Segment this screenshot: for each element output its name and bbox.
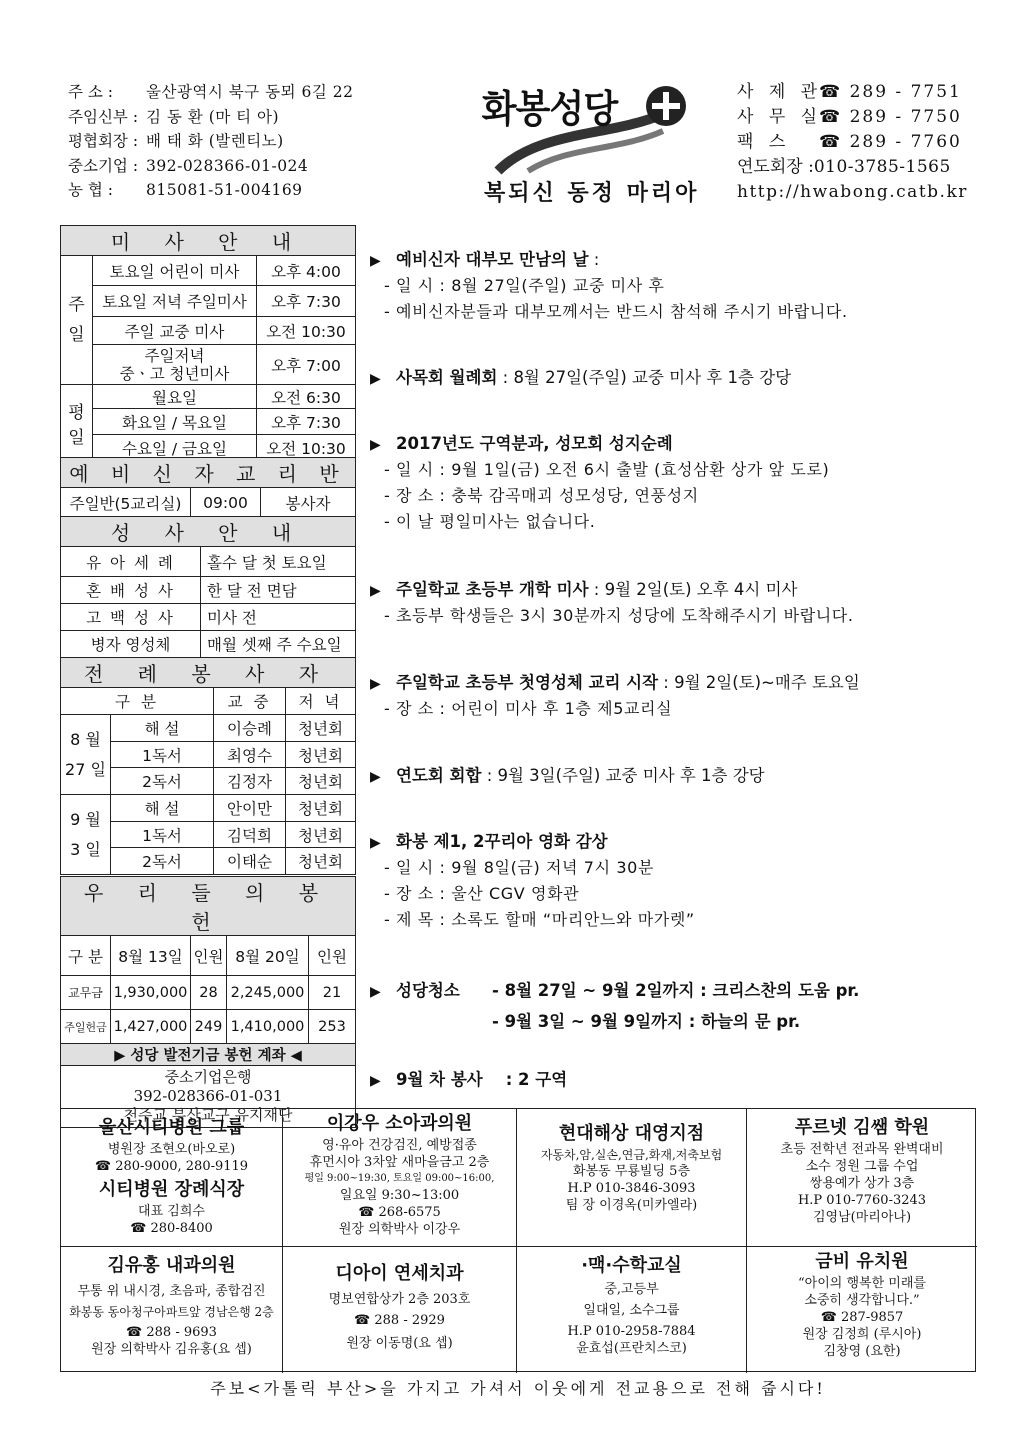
- sacraments-title: 성 사 안 내: [61, 517, 356, 547]
- server-date: 8 월 27 일: [61, 715, 111, 795]
- server-role: 해 설: [111, 795, 214, 822]
- server-main: 김정자: [214, 768, 286, 795]
- council-label: 평협회장 :: [68, 132, 139, 150]
- triangle-icon: ▶: [370, 769, 381, 785]
- notice-item: ▶ 주일학교 초등부 첫영성체 교리 시작 : 9월 2일(토)~매주 토요일 - 장 소 : 어린이 미사 후 1층 제5교리실: [370, 673, 860, 718]
- pastor-label: 주임신부 :: [68, 107, 139, 126]
- server-role: 1독서: [111, 742, 214, 768]
- mass-name: 토요일 저녁 주일미사: [93, 286, 257, 317]
- servers-header: 저 녁: [286, 688, 356, 715]
- addr-value: 울산광역시 북구 동뫼 6길 22: [146, 83, 354, 101]
- notice-item: ▶ 사목회 월례회 : 8월 27일(주일) 교중 미사 후 1층 강당: [370, 366, 980, 391]
- footer-message: 주보<가톨릭 부산>을 가지고 가셔서 이웃에게 전교용으로 전해 줍시다!: [210, 1379, 826, 1398]
- mass-name: 주일저녁 중ㆍ고 청년미사: [93, 345, 257, 385]
- mass-name: 토요일 어린이 미사: [93, 256, 257, 286]
- catechumen-class: 주일반(5교리실): [61, 488, 191, 519]
- mass-title: 미 사 안 내: [61, 226, 356, 256]
- sacrament-value: 한 달 전 면담: [201, 577, 356, 604]
- pastor-value: 김 동 환 (마 티 아): [146, 107, 280, 126]
- offering-header: 인원: [309, 936, 356, 976]
- offering-header: 8월 13일: [111, 936, 191, 976]
- logo-title: 화봉성당: [481, 87, 618, 131]
- offering-amount: 1,930,000: [111, 976, 191, 1010]
- office-phone: ☎ 289 - 7750: [819, 107, 962, 127]
- servers-table: [60, 657, 356, 875]
- triangle-icon: ▶: [370, 437, 381, 453]
- server-evening: 청년회: [286, 795, 356, 822]
- server-date: 9 월 3 일: [61, 795, 111, 875]
- sacrament-value: 매월 셋째 주 수요일: [201, 631, 356, 658]
- sunday-label: 주일: [61, 256, 93, 385]
- offering-header: 8월 20일: [227, 936, 309, 976]
- offering-header: 구 분: [61, 936, 111, 976]
- catechumen-staff: 봉사자: [261, 488, 356, 519]
- offering-count: 28: [191, 976, 227, 1010]
- offering-amount: 2,245,000: [227, 976, 309, 1010]
- server-evening: 청년회: [286, 742, 356, 768]
- notice-item: ▶ 연도회 회합 : 9월 3일(주일) 교중 미사 후 1층 강당: [370, 764, 980, 789]
- ad-box: 금비 유치원 “아이의 행복한 미래를 소중히 생각합니다.” ☎ 287-9857 원장 김정희 (루시아) 김창영 (요한): [798, 1251, 926, 1359]
- server-main: 최영수: [214, 742, 286, 768]
- yeondo-phone: 010-3785-1565: [813, 157, 951, 177]
- server-main: 안이만: [214, 795, 286, 822]
- triangle-icon: ▶: [370, 1073, 381, 1089]
- server-main: 이태순: [214, 848, 286, 875]
- notice-item: ▶ 예비신자 대부모 만남의 날 : - 일 시 : 8월 27일(주일) 교중 미사 후 - 예비신자분들과 대부모께서는 반드시 참석해 주시기 바랍니다.: [370, 250, 848, 321]
- catechumen-table: [60, 457, 356, 519]
- servers-header: 교 중: [214, 688, 286, 715]
- cleaning-schedule: ▶ 성당청소 - 8월 27일 ~ 9월 2일까지 : 크리스찬의 도움 pr. - 9월 3일 ~ 9월 9일까지 : 하늘의 문 pr.: [370, 976, 980, 1037]
- mass-name: 화요일 / 목요일: [93, 409, 257, 435]
- sacrament-value: 홀수 달 첫 토요일: [201, 547, 356, 577]
- offering-amount: 1,427,000: [111, 1010, 191, 1044]
- ad-box: 현대해상 대영지점 자동차,암,실손,연금,화재,저축보험 화봉동 무룡빌딩 5층 H.P 010-3846-3093 팀 장 이경옥(미카엘라): [517, 1109, 747, 1247]
- server-role: 1독서: [111, 822, 214, 848]
- triangle-icon: ▶: [370, 253, 381, 269]
- parish-logo: [468, 76, 698, 208]
- server-evening: 청년회: [286, 715, 356, 742]
- offering-header: 인원: [191, 936, 227, 976]
- catechumen-title: 예 비 신 자 교 리 반: [61, 458, 356, 488]
- rectory-label: 사 제 관: [737, 82, 823, 102]
- weekday-label: 평일: [61, 385, 93, 462]
- fund-holder: 천주교 부산교구 유지재단: [123, 1106, 293, 1124]
- mass-time: 오후 7:00: [257, 345, 356, 385]
- mass-time: 오후 7:30: [257, 409, 356, 435]
- mass-time: 오전 6:30: [257, 385, 356, 409]
- sacrament-name: 병자 영성체: [61, 631, 201, 658]
- ad-box: 푸르넷 김쌤 학원 초등 전학년 전과목 완벽대비 소수 정원 그룹 수업 쌍용예가 상가 3층 H.P 010-7760-3243 김영남(마리아나): [747, 1109, 977, 1247]
- offering-type: 교무금: [61, 976, 111, 1010]
- offering-count: 249: [191, 1010, 227, 1044]
- service-assignment: ▶ 9월 차 봉사 : 2 구역: [370, 1070, 568, 1089]
- ad-box: 디아이 연세치과 명보연합상가 2층 203호 ☎ 288 - 2929 원장 이동명(요 셉): [283, 1247, 517, 1373]
- notice-item: ▶ 주일학교 초등부 개학 미사 : 9월 2일(토) 오후 4시 미사 - 초등부 학생들은 3시 30분까지 성당에 도착해주시기 바랍니다.: [370, 580, 854, 625]
- yeondo-label: 연도회장 :: [737, 157, 814, 177]
- ad-box: 이강우 소아과의원 영·유아 건강검진, 예방접종 휴먼시아 3차앞 새마을금고 2층 평일 9:00~19:30, 토요일 09:00~16:00, 일요일 9:30~13:00 ☎ 268-6575 원장 의학박사 이강우: [283, 1109, 517, 1247]
- fax-label: 팩 스: [737, 132, 791, 152]
- server-role: 2독서: [111, 848, 214, 875]
- notice-item: ▶ 화봉 제1, 2꾸리아 영화 감상 - 일 시 : 9월 8일(금) 저녁 7시 30분 - 장 소 : 울산 CGV 영화관 - 제 목 : 소록도 할매 “마리안느와 마가렛”: [370, 832, 695, 929]
- header-contacts: [737, 80, 987, 205]
- mass-time: 오전 10:30: [257, 435, 356, 462]
- fund-title: ▶ 성당 발전기금 봉헌 계좌 ◀: [61, 1044, 356, 1066]
- sacrament-name: 혼 배 성 사: [61, 577, 201, 604]
- fund-bank: 중소기업은행: [164, 1068, 252, 1086]
- mass-time: 오후 7:30: [257, 286, 356, 317]
- mass-name: 주일 교중 미사: [93, 317, 257, 345]
- offering-count: 253: [309, 1010, 356, 1044]
- fax-number: ☎ 289 - 7760: [819, 132, 962, 152]
- ad-box: 김유홍 내과의원 무통 위 내시경, 초음파, 종합검진 화봉동 동아청구아파트앞 경남은행 2층 ☎ 288 - 9693 원장 의학박사 김유홍(요 셉): [61, 1247, 283, 1373]
- servers-title: 전 례 봉 사 자: [61, 658, 356, 688]
- header-info: [68, 80, 398, 203]
- bank2-label: 농 협 :: [68, 181, 114, 199]
- mass-time: 오후 4:00: [257, 256, 356, 286]
- sacraments-table: [60, 516, 356, 658]
- triangle-icon: ▶: [370, 583, 381, 599]
- mass-name: 월요일: [93, 385, 257, 409]
- ad-box: ·맥·수학교실 중,고등부 일대일, 소수그룹 H.P 010-2958-7884 윤효섭(프란치스코): [517, 1247, 747, 1373]
- server-main: 이승례: [214, 715, 286, 742]
- triangle-icon: ▶: [370, 835, 381, 851]
- offering-title: 우 리 들 의 봉 헌: [61, 877, 356, 936]
- addr-label: 주 소 :: [68, 83, 114, 101]
- server-evening: 청년회: [286, 768, 356, 795]
- sacrament-name: 고 백 성 사: [61, 604, 201, 631]
- server-main: 김덕희: [214, 822, 286, 848]
- council-value: 배 태 화 (발렌티노): [146, 132, 284, 150]
- server-evening: 청년회: [286, 822, 356, 848]
- triangle-icon: ▶: [370, 676, 381, 692]
- catechumen-time: 09:00: [191, 488, 261, 519]
- offering-table: [60, 876, 356, 1128]
- ads-grid: [60, 1108, 976, 1372]
- logo-subtitle: 복되신 동정 마리아: [484, 181, 700, 206]
- offering-amount: 1,410,000: [227, 1010, 309, 1044]
- server-evening: 청년회: [286, 848, 356, 875]
- bank1-value: 392-028366-01-024: [146, 156, 309, 175]
- sacrament-name: 유 아 세 례: [61, 547, 201, 577]
- bank2-value: 815081-51-004169: [146, 181, 303, 199]
- sacrament-value: 미사 전: [201, 604, 356, 631]
- bank1-label: 중소기업 :: [68, 156, 139, 175]
- server-role: 해 설: [111, 715, 214, 742]
- triangle-icon: ▶: [370, 984, 381, 1000]
- office-label: 사 무 실: [737, 107, 823, 127]
- mass-name: 수요일 / 금요일: [93, 435, 257, 462]
- rectory-phone: ☎ 289 - 7751: [819, 82, 962, 102]
- mass-time: 오전 10:30: [257, 317, 356, 345]
- server-role: 2독서: [111, 768, 214, 795]
- offering-count: 21: [309, 976, 356, 1010]
- triangle-icon: ▶: [370, 371, 381, 387]
- notice-item: ▶ 2017년도 구역분과, 성모회 성지순례 - 일 시 : 9월 1일(금) 오전 6시 출발 (효성삼환 상가 앞 도로) - 장 소 : 충북 감곡매괴 성모성당, 연풍성지 - 이 날 평일미사는 없습니다.: [370, 434, 830, 531]
- fund-number: 392-028366-01-031: [133, 1087, 283, 1105]
- ad-box: 울산시티병원 그룹 병원장 조현오(바오로) ☎ 280-9000, 280-9119 시티병원 장례식장 대표 김희수 ☎ 280-8400: [61, 1109, 283, 1247]
- website-url[interactable]: http://hwabong.catb.kr: [737, 182, 968, 202]
- mass-table: [60, 225, 356, 462]
- servers-header: 구 분: [61, 688, 214, 715]
- offering-type: 주일헌금: [61, 1010, 111, 1044]
